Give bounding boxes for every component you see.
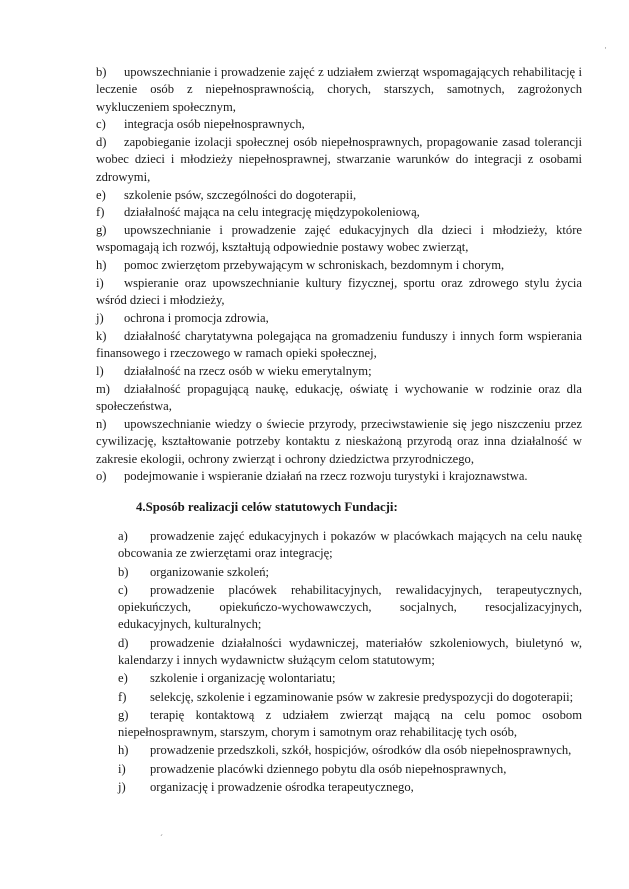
scan-artifact: ˊ [160,833,163,843]
item-text: wspieranie oraz upowszechnianie kultury fizycznej, sportu oraz zdrowego stylu życia wśród dzieci i młodzieży, [96,276,582,308]
item-letter: n) [96,416,107,431]
item-text: ochrona i promocja zdrowia, [124,311,269,326]
document-body [96,64,582,797]
list-item [96,222,582,257]
item-letter: j) [96,311,104,326]
list-item [96,381,582,416]
item-letter: a) [118,528,128,543]
item-text: pomoc zwierzętom przebywającym w schroniskach, bezdomnym i chorym, [124,258,505,273]
item-letter: o) [96,469,107,484]
item-text: działalność charytatywna polegająca na gromadzeniu funduszy i innych form wspierania finansowego i rzeczowego w ramach opieki społecznej, [96,328,582,361]
list-item [118,582,582,634]
item-letter: h) [118,743,129,758]
item-text: terapię kontaktową z udziałem zwierząt mającą na celu pomoc osobom niepełnosprawnym, starszym, chorym i samotnym oraz rehabilitację tych osób, [118,707,582,740]
item-text: działalność mająca na celu integrację międzypokoleniową, [124,205,420,220]
list-item [96,134,582,186]
list-item [96,116,582,133]
item-text: upowszechnianie wiedzy o świecie przyrody, przeciwstawienie się jego niszczeniu przez cywilizację, kształtowanie potrzeby kontaktu z nieskażoną przyrodą oraz inna działalność w zakresie ekologii, ochrony zwierząt i ochrony dziedzictwa przyrodniczego, [96,416,582,466]
list-item [118,635,582,670]
objectives-list [96,64,582,486]
item-letter: c) [96,117,106,132]
item-text: zapobieganie izolacji społecznej osób niepełnosprawnych, propagowanie zasad tolerancji wobec dzieci i młodzieży niepełnosprawnej, stwarzanie warunków do integracji z osobami zdrowymi, [96,135,582,184]
item-letter: b) [96,65,107,79]
item-letter: j) [118,780,126,795]
item-letter: f) [118,689,127,704]
item-letter: i) [118,761,126,776]
list-item [118,689,582,706]
item-letter: g) [118,707,129,722]
item-letter: k) [96,328,107,343]
methods-list [96,528,582,796]
list-item [96,204,582,221]
item-text: podejmowanie i wspieranie działań na rzecz rozwoju turystyki i krajoznawstwa. [124,469,528,484]
list-item [118,707,582,742]
item-text: prowadzenie placówek rehabilitacyjnych, rewalidacyjnych, terapeutycznych, opiekuńczych, opiekuńczo-wychowawczych, socjalnych, resocjalizacyjnych, edukacyjnych, kulturalnych; [118,582,582,632]
item-letter: i) [96,276,104,291]
list-item [118,528,582,563]
item-text: działalność propagującą naukę, edukację, oświatę i wychowanie w rodzinie oraz dla społeczeństwa, [96,381,582,414]
item-text: szkolenie psów, szczególności do dogoterapii, [124,187,357,202]
item-letter: d) [96,135,107,150]
item-text: prowadzenie przedszkoli, szkół, hospicjów, ośrodków dla osób niepełnosprawnych, [150,743,572,758]
item-text: integracja osób niepełnosprawnych, [124,117,305,132]
list-item [96,363,582,380]
item-letter: e) [96,187,106,202]
section-heading: 4.Sposób realizacji celów statutowych Fundacji: [136,499,398,514]
list-item [118,670,582,687]
item-letter: h) [96,258,107,273]
item-text: prowadzenie placówki dziennego pobytu dla osób niepełnosprawnych, [150,761,507,776]
item-text: selekcję, szkolenie i egzaminowanie psów w zakresie predyspozycji do dogoterapii; [150,689,574,704]
item-letter: g) [96,223,107,238]
item-letter: d) [118,635,129,650]
item-text: organizowanie szkoleń; [150,564,270,579]
item-letter: f) [96,205,105,220]
list-item [96,328,582,363]
item-text: organizację i prowadzenie ośrodka terapeutycznego, [150,780,414,795]
list-item [96,64,582,116]
list-item [118,564,582,581]
list-item [118,779,582,796]
list-item [96,187,582,204]
scan-artifact: · [604,43,607,53]
item-text: upowszechnianie i prowadzenie zajęć z udziałem zwierząt wspomagających rehabilitację i leczenie osób z niepełnosprawnością, chorych, starszych, samotnych, zagrożonych wykluczeniem społecznym, [96,65,582,114]
item-letter: l) [96,364,104,379]
item-text: działalność na rzecz osób w wieku emerytalnym; [124,364,372,379]
list-item [96,416,582,468]
item-letter: m) [96,381,110,396]
list-item [118,742,582,759]
item-letter: e) [118,671,128,686]
item-letter: b) [118,564,129,579]
list-item [96,257,582,274]
list-item [118,761,582,778]
item-text: upowszechnianie i prowadzenie zajęć edukacyjnych dla dzieci i młodzieży, które wspomagają ich rozwój, kształtują odpowiednie postawy wobec zwierząt, [96,223,582,255]
item-letter: c) [118,582,128,597]
item-text: prowadzenie działalności wydawniczej, materiałów szkoleniowych, biuletynó w, kalendarzy i innych wydawnictw służącym celom statutowym; [118,635,582,667]
list-item [96,310,582,327]
item-text: szkolenie i organizację wolontariatu; [150,671,336,686]
list-item [96,468,582,485]
list-item [96,275,582,310]
item-text: prowadzenie zajęć edukacyjnych i pokazów w placówkach mających na celu naukę obcowania ze zwierzętami oraz integrację; [118,528,582,561]
